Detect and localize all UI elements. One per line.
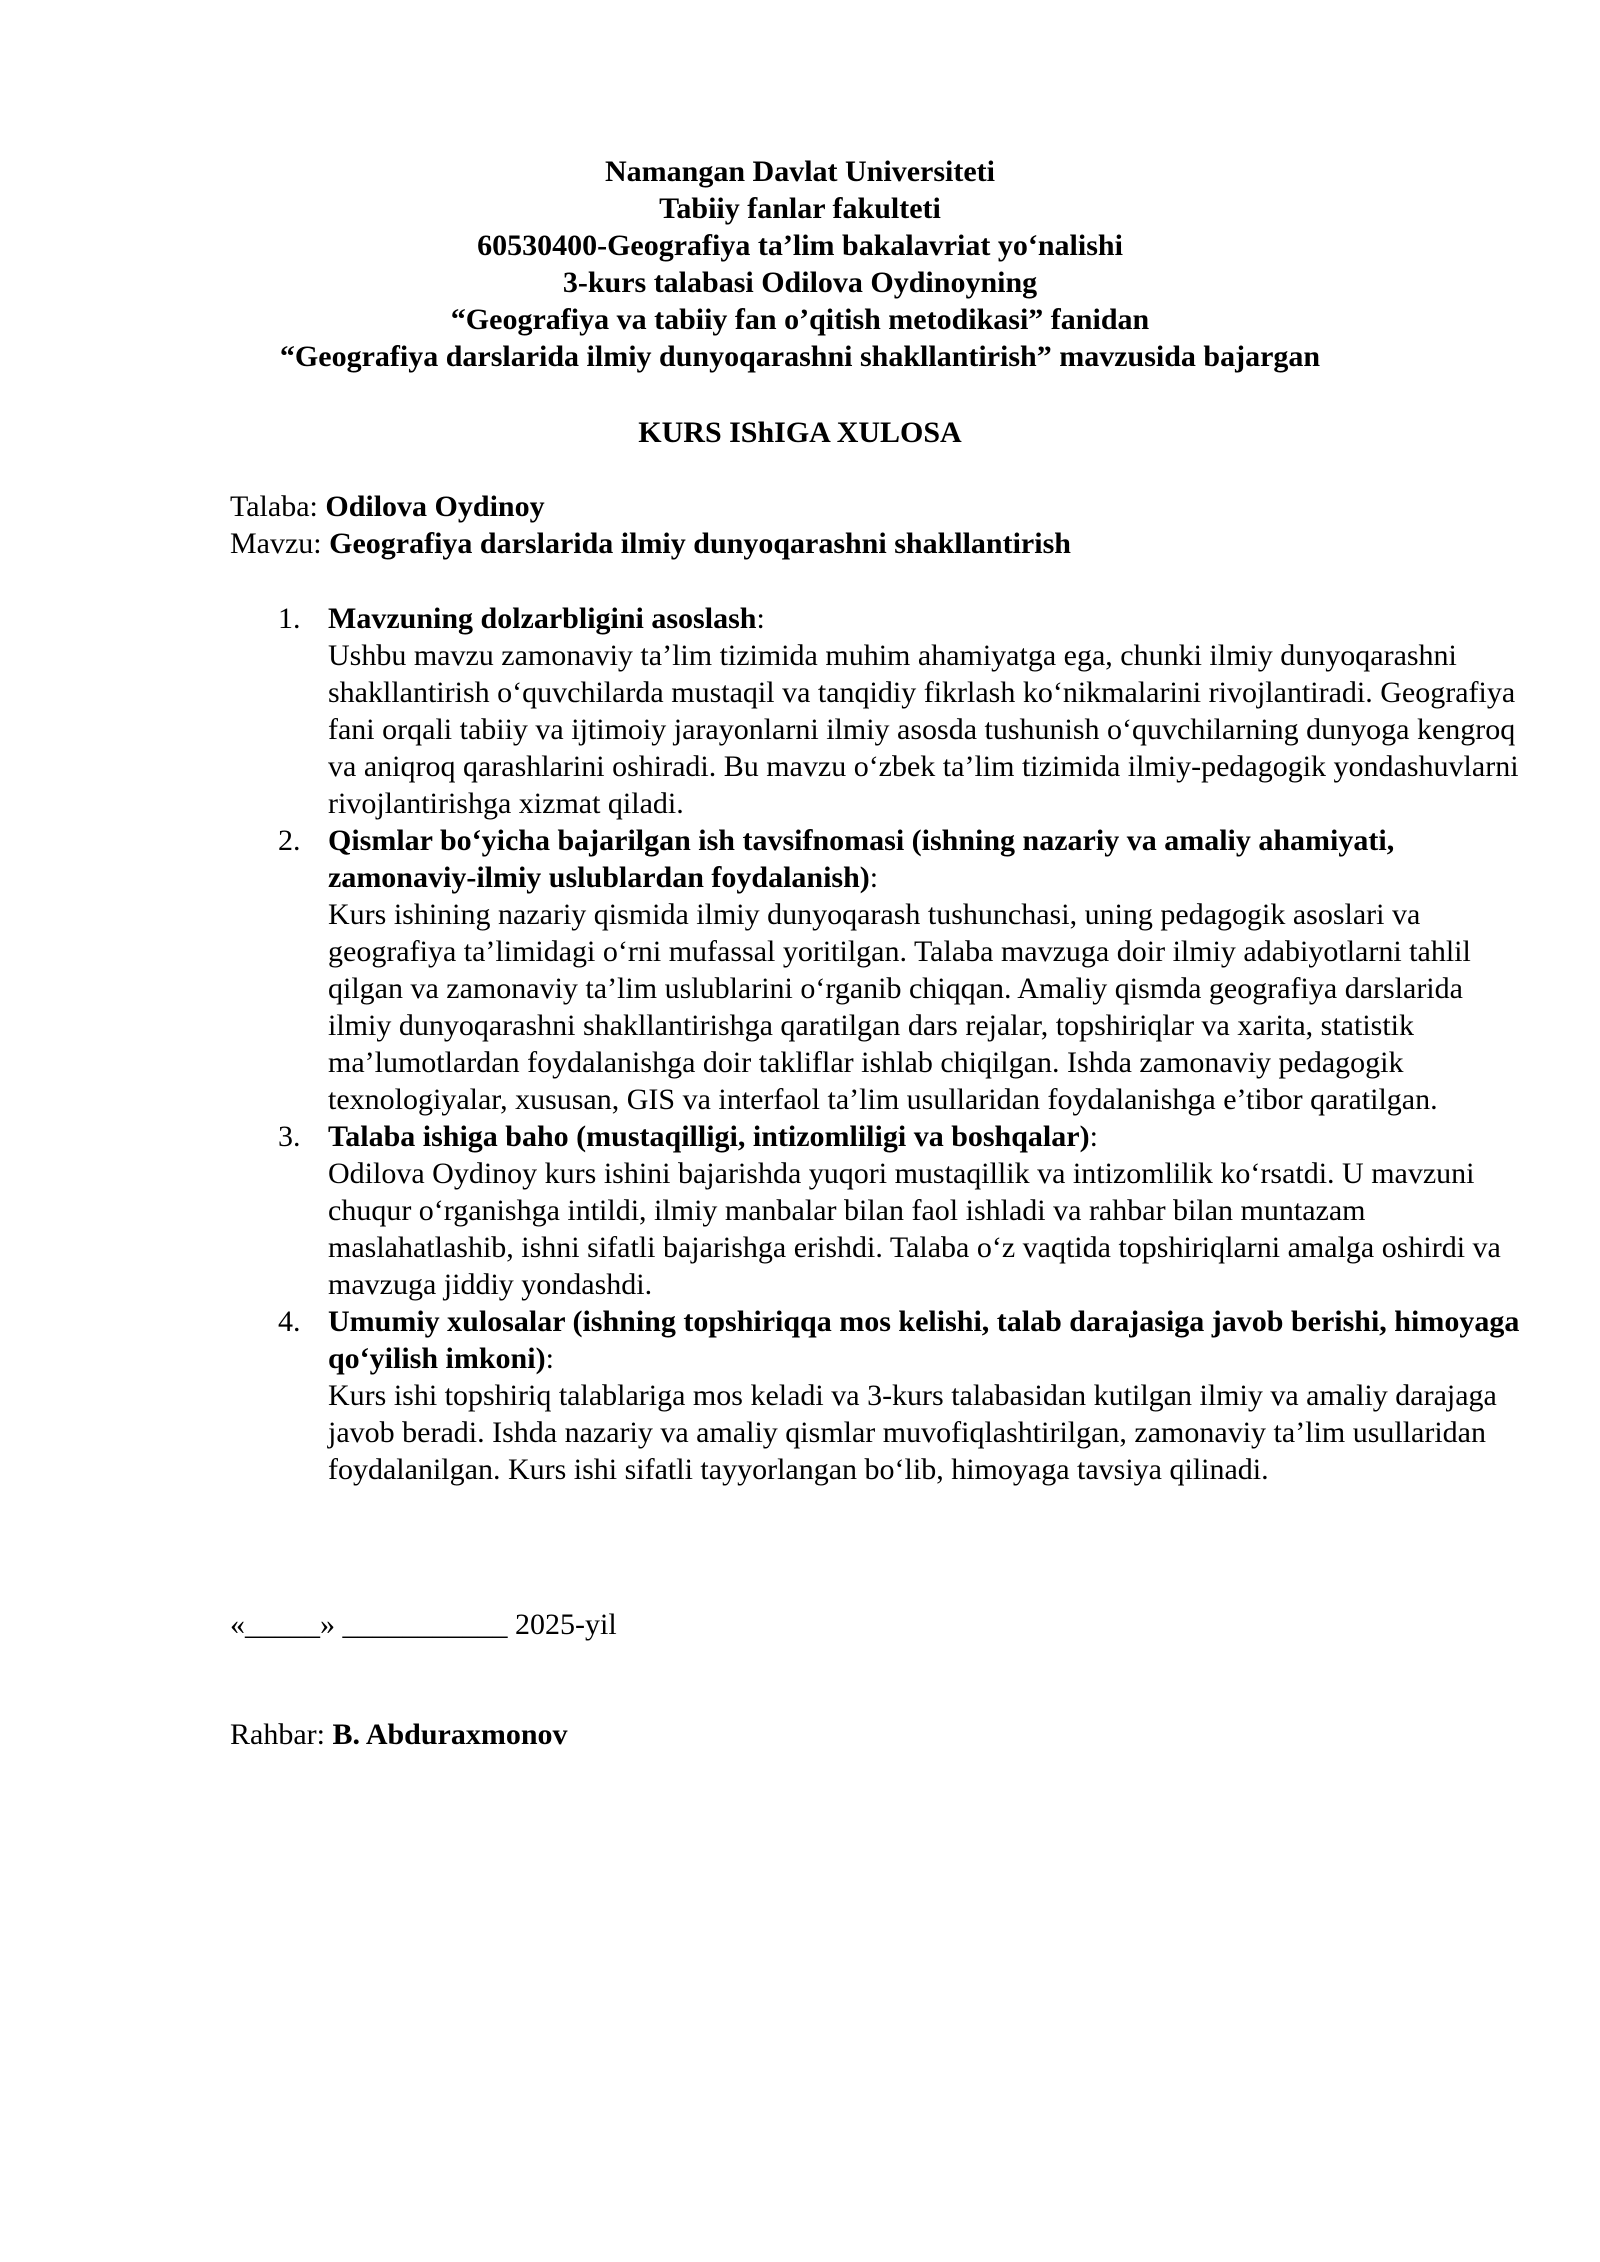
section-number: 2. [278,824,301,857]
section-heading [328,1118,1530,1155]
section-number: 4. [278,1305,301,1338]
topic-row [230,525,1530,562]
section-item [230,600,1530,822]
document-header [0,153,1600,375]
date-line: «_____» ___________ 2025-yil [230,1608,617,1641]
program-name: 60530400-Geografiya ta’lim bakalavriat yo‘nalishi [477,229,1123,262]
university-name: Namangan Davlat Universiteti [605,155,995,188]
supervisor-label: Rahbar: [230,1718,333,1751]
student-course-line: 3-kurs talabasi Odilova Oydinoyning [562,266,1038,299]
topic-value: Geografiya darslarida ilmiy dunyoqarashni shakllantirish [329,527,1071,560]
conclusion-sections [230,600,1530,1488]
meta-info [230,488,1530,562]
section-body: Odilova Oydinoy kurs ishini bajarishda yuqori mustaqillik va intizomlilik ko‘rsatdi. U mavzuni chuqur o‘rganishga intildi, ilmiy manbalar bilan faol ishladi va rahbar bilan muntazam maslahatlashib, ishni sifatli bajarishga erishdi. Talaba o‘z vaqtida topshiriqlarni amalga oshirdi va mavzuga jiddiy yondashdi. [328,1157,1501,1301]
student-label: Talaba: [230,490,326,523]
student-row [230,488,1530,525]
section-heading [328,1303,1530,1377]
section-title: Mavzuning dolzarbligini asoslash [328,602,757,635]
section-title: Qismlar bo‘yicha bajarilgan ish tavsifnomasi (ishning nazariy va amaliy ahamiyati, zamonaviy-ilmiy uslublardan foydalanish) [328,824,1395,894]
section-colon: : [869,861,879,894]
subject-line: “Geografiya va tabiiy fan o’qitish metodikasi” fanidan [450,303,1150,336]
topic-label: Mavzu: [230,527,330,560]
document-title: KURS IShIGA XULOSA [638,416,962,449]
section-title: Talaba ishiga baho (mustaqilligi, intizomliligi va boshqalar) [328,1120,1090,1153]
faculty-name: Tabiiy fanlar fakulteti [659,192,941,225]
supervisor-line [230,1716,568,1753]
section-colon: : [545,1342,554,1375]
section-heading [328,822,1530,896]
section-body: Kurs ishi topshiriq talablariga mos keladi va 3-kurs talabasidan kutilgan ilmiy va amaliy darajaga javob beradi. Ishda nazariy va amaliy qismlar muvofiqlashtirilgan, zamonaviy ta’lim usullaridan foydalanilgan. Kurs ishi sifatli tayyorlangan bo‘lib, himoyaga tavsiya qilinadi. [328,1379,1497,1486]
section-body: Kurs ishining nazariy qismida ilmiy dunyoqarash tushunchasi, uning pedagogik asoslari va geografiya ta’limidagi o‘rni mufassal yoritilgan. Talaba mavzuga doir ilmiy adabiyotlarni tahlil qilgan va zamonaviy ta’lim uslublarini o‘rganib chiqqan. Amaliy qismda geografiya darslarida ilmiy dunyoqarashni shakllantirishga qaratilgan dars rejalar, topshiriqlar va xarita, statistik ma’lumotlardan foydalanishga doir takliflar ishlab chiqilgan. Ishda zamonaviy pedagogik texnologiyalar, xususan, GIS va interfaol ta’lim usullaridan foydalanishga e’tibor qaratilgan. [328,898,1471,1116]
student-name: Odilova Oydinoy [325,490,545,523]
section-colon: : [756,602,765,635]
section-title: Umumiy xulosalar (ishning topshiriqqa mos kelishi, talab darajasiga javob berishi, himoyaga qo‘yilish imkoni) [328,1305,1520,1375]
section-heading [328,600,1530,637]
supervisor-name: B. Abduraxmonov [332,1718,568,1751]
section-colon: : [1089,1120,1098,1153]
section-body: Ushbu mavzu zamonaviy ta’lim tizimida muhim ahamiyatga ega, chunki ilmiy dunyoqarashni shakllantirish o‘quvchilarda mustaqil va tanqidiy fikrlash ko‘nikmalarini rivojlantiradi. Geografiya fani orqali tabiiy va ijtimoiy jarayonlarni ilmiy asosda tushunish o‘quvchilarning dunyoga kengroq va aniqroq qarashlarini oshiradi. Bu mavzu o‘zbek ta’lim tizimida ilmiy-pedagogik yondashuvlarni rivojlantirishga xizmat qiladi. [328,639,1519,820]
section-item [230,1118,1530,1303]
section-item [230,822,1530,1118]
topic-line: “Geografiya darslarida ilmiy dunyoqarashni shakllantirish” mavzusida bajargan [279,340,1321,373]
section-number: 3. [278,1120,301,1153]
section-item [230,1303,1530,1488]
section-number: 1. [278,602,301,635]
